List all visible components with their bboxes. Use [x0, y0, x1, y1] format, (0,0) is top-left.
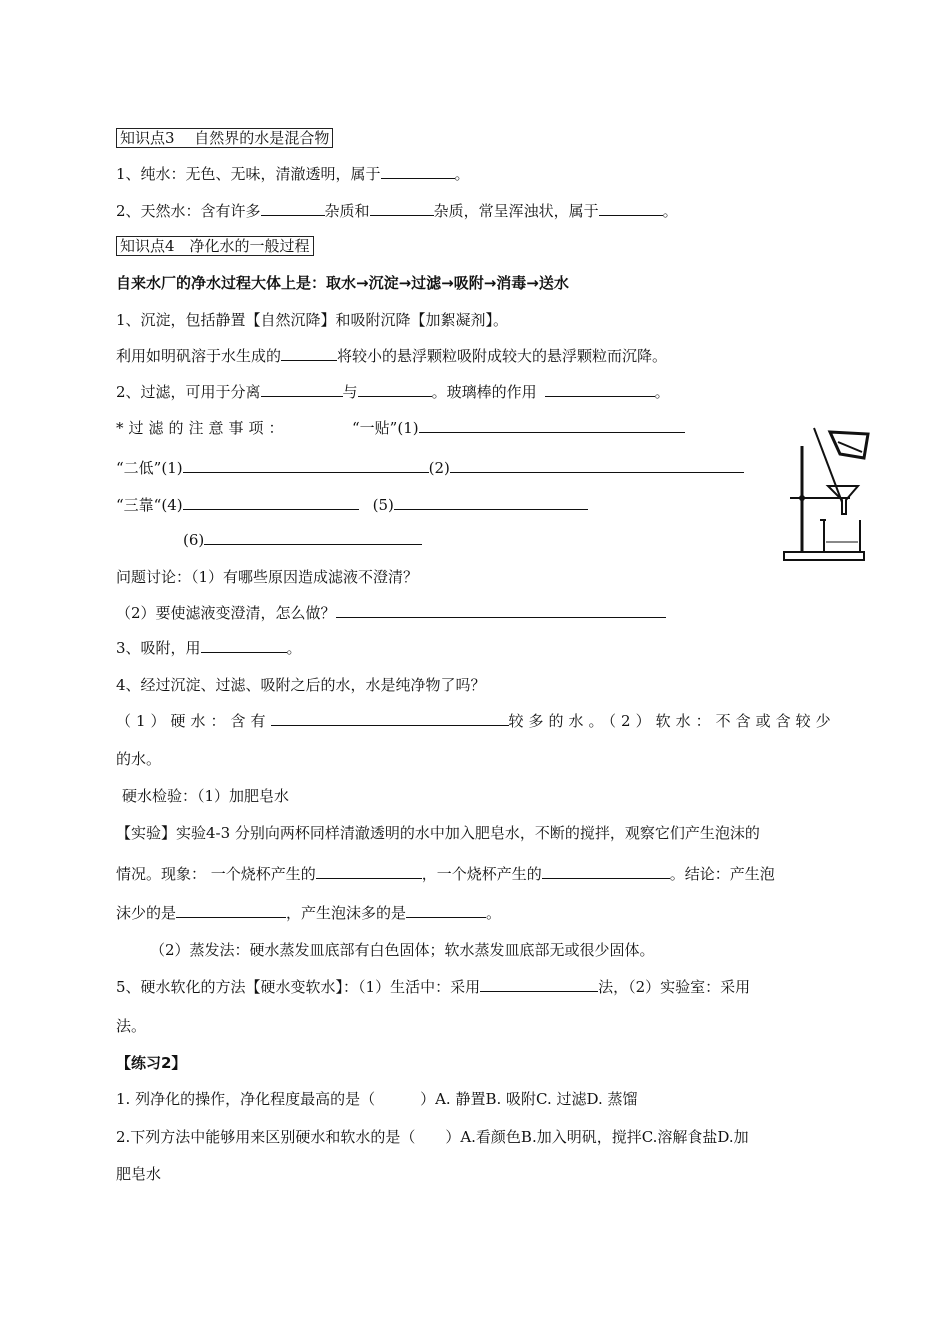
blank[interactable] — [370, 201, 434, 216]
adsorption-line: 3、吸附，用 。 — [116, 639, 302, 657]
blank[interactable] — [201, 638, 287, 653]
purity-question: 4、经过沉淀、过滤、吸附之后的水，水是纯净物了吗？ — [116, 676, 486, 694]
blank[interactable] — [545, 382, 655, 397]
blank[interactable] — [271, 711, 509, 726]
blank[interactable] — [381, 164, 455, 179]
blank[interactable] — [183, 495, 359, 510]
item6-line: (6) — [183, 530, 422, 550]
blank[interactable] — [176, 903, 286, 918]
filtration-apparatus-icon — [780, 424, 880, 564]
softening-end: 法。 — [116, 1017, 147, 1035]
heading-k3: 知识点3 自然界的水是混合物 — [116, 128, 333, 148]
blank[interactable] — [204, 530, 422, 545]
heading-k4: 知识点4 净化水的一般过程 — [116, 236, 314, 256]
softening-line: 5、硬水软化的方法【硬水变软水】：（1）生活中：采用 法，（2）实验室：采用 — [116, 978, 751, 996]
flow-line: 自来水厂的净水过程大体上是：取水→沉淀→过滤→吸附→消毒→送水 — [116, 274, 569, 292]
hard-water-line: （1）硬水：含有 较多的水。（2）软水：不含或含较少 — [116, 712, 836, 730]
blank[interactable] — [406, 903, 486, 918]
blank[interactable] — [358, 382, 432, 397]
filtration-line: 2、过滤，可用于分离 与 。玻璃棒的作用 。 — [116, 383, 670, 401]
evaporation-line: （2）蒸发法：硬水蒸发皿底部有白色固体；软水蒸发皿底部无或很少固体。 — [150, 941, 655, 959]
blank[interactable] — [183, 458, 429, 473]
note-line: *过滤的注意事项： — [116, 419, 289, 437]
natural-water-line: 2、天然水：含有许多 杂质和 杂质，常呈浑浊状，属于 。 — [116, 202, 678, 220]
blank[interactable] — [542, 864, 670, 879]
blank[interactable] — [394, 495, 588, 510]
blank[interactable] — [261, 201, 325, 216]
blank[interactable] — [599, 201, 663, 216]
erdi-line: “二低”(1) (2) — [116, 458, 744, 478]
blank[interactable] — [281, 346, 337, 361]
sedimentation-line: 1、沉淀，包括静置【自然沉降】和吸附沉降【加絮凝剂】。 — [116, 311, 509, 329]
yitie-line: “一贴”(1) — [352, 418, 685, 438]
question-2: （2）要使滤液变澄清，怎么做？ — [116, 603, 666, 623]
blank[interactable] — [480, 977, 598, 992]
practice-title: 【练习2】 — [116, 1054, 187, 1072]
blank[interactable] — [450, 458, 744, 473]
practice-q2: 2.下列方法中能够用来区别硬水和软水的是（ ）A.看颜色B.加入明矾，搅拌C.溶解食盐D.加 — [116, 1128, 749, 1146]
blank[interactable] — [316, 864, 422, 879]
alum-line: 利用如明矾溶于水生成的 将较小的悬浮颗粒吸附成较大的悬浮颗粒而沉降。 — [116, 347, 668, 365]
question-title: 问题讨论：（1）有哪些原因造成滤液不澄清？ — [116, 568, 419, 586]
experiment-line-1: 【实验】实验4-3 分别向两杯同样清澈透明的水中加入肥皂水，不断的搅拌，观察它们产生泡沫的 — [116, 824, 760, 842]
experiment-line-2: 情况。现象： 一个烧杯产生的 ，一个烧杯产生的 。结论：产生泡 — [116, 865, 775, 883]
practice-q2-end: 肥皂水 — [116, 1165, 162, 1183]
blank[interactable] — [336, 603, 666, 618]
sankao-line: “三靠“(4) (5) — [116, 495, 588, 515]
hard-water-test: 硬水检验：（1）加肥皂水 — [122, 787, 290, 805]
experiment-line-3: 沫少的是 ，产生泡沫多的是 。 — [116, 904, 502, 922]
soft-water-end: 的水。 — [116, 750, 162, 768]
practice-q1: 1. 列净化的操作，净化程度最高的是（ ）A. 静置B. 吸附C. 过滤D. 蒸馏 — [116, 1090, 638, 1108]
pure-water-line: 1、纯水：无色、无味，清澈透明，属于 。 — [116, 165, 470, 183]
blank[interactable] — [261, 382, 343, 397]
blank[interactable] — [419, 418, 685, 433]
